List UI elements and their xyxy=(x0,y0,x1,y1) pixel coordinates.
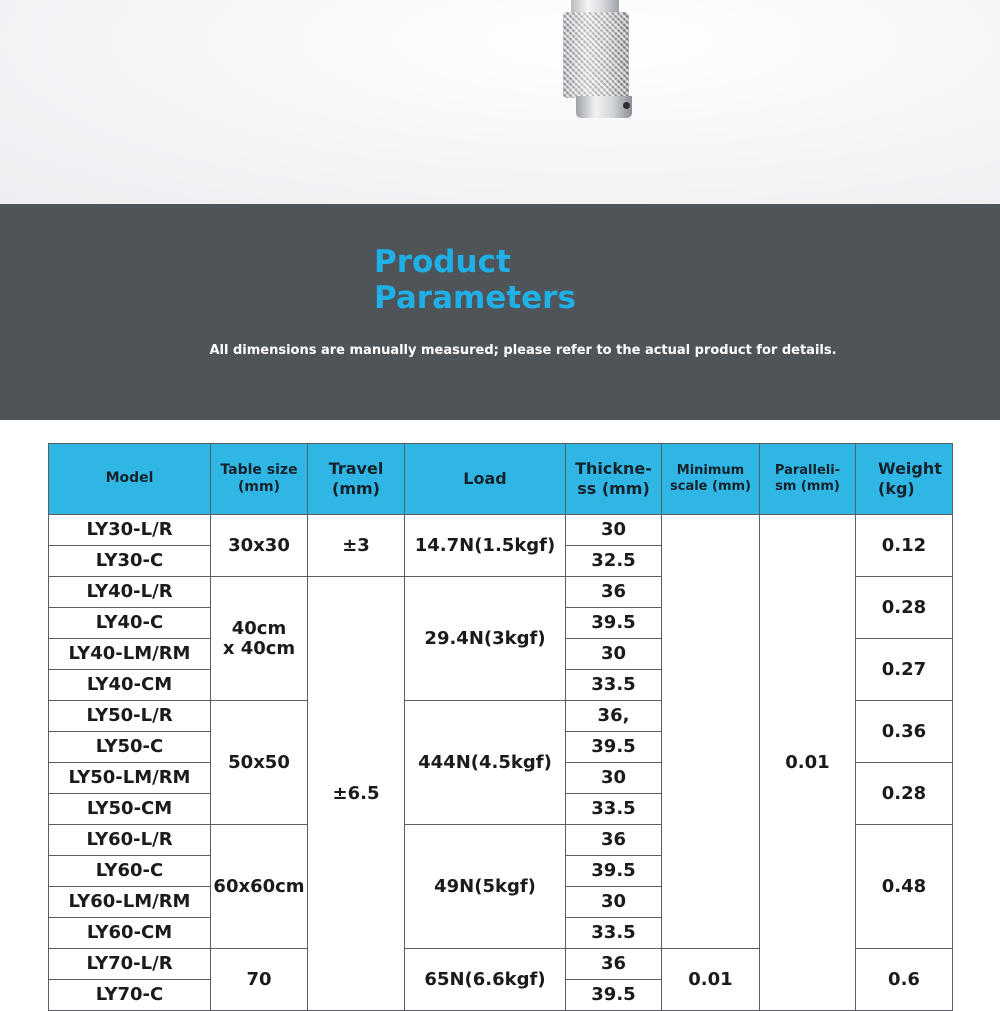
load-cell: 444N(4.5kgf) xyxy=(405,701,566,825)
model-cell: LY50-LM/RM xyxy=(49,763,211,794)
load-cell: 65N(6.6kgf) xyxy=(405,949,566,1011)
model-cell: LY30-L/R xyxy=(49,515,211,546)
thickness-cell: 30 xyxy=(566,515,662,546)
model-cell: LY40-CM xyxy=(49,670,211,701)
table-row xyxy=(49,515,953,546)
measurement-note: All dimensions are manually measured; please refer to the actual product for details. xyxy=(209,343,837,358)
table-size-cell: 30x30 xyxy=(211,515,308,577)
model-cell: LY60-L/R xyxy=(49,825,211,856)
model-cell: LY70-C xyxy=(49,980,211,1011)
set-screw-hole xyxy=(623,102,630,109)
parameters-header xyxy=(0,204,1000,420)
thickness-cell: 36, xyxy=(566,701,662,732)
col-header-model: Model xyxy=(49,444,211,515)
model-cell: LY40-L/R xyxy=(49,577,211,608)
thickness-cell: 33.5 xyxy=(566,670,662,701)
load-cell: 29.4N(3kgf) xyxy=(405,577,566,701)
thickness-cell: 32.5 xyxy=(566,546,662,577)
load-cell: 14.7N(1.5kgf) xyxy=(405,515,566,577)
thickness-cell: 33.5 xyxy=(566,918,662,949)
model-cell: LY60-C xyxy=(49,856,211,887)
col-header-table-size: Table size (mm) xyxy=(211,444,308,515)
title-line-2: Parameters xyxy=(374,280,576,316)
min-scale-cell: 0.01 xyxy=(662,949,760,1011)
col-header-load: Load xyxy=(405,444,566,515)
model-cell: LY60-LM/RM xyxy=(49,887,211,918)
section-title xyxy=(374,244,654,316)
model-cell: LY70-L/R xyxy=(49,949,211,980)
weight-cell: 0.6 xyxy=(856,949,953,1011)
thickness-cell: 36 xyxy=(566,825,662,856)
travel-cell: ±6.5 xyxy=(308,577,405,1011)
load-cell: 49N(5kgf) xyxy=(405,825,566,949)
thickness-cell: 36 xyxy=(566,949,662,980)
col-header-weight: Weight (kg) xyxy=(856,444,953,515)
min-scale-cell xyxy=(662,515,760,949)
knurled-knob xyxy=(563,12,629,98)
thickness-cell: 39.5 xyxy=(566,732,662,763)
model-cell: LY40-LM/RM xyxy=(49,639,211,670)
model-cell: LY50-L/R xyxy=(49,701,211,732)
model-cell: LY50-CM xyxy=(49,794,211,825)
thickness-cell: 30 xyxy=(566,639,662,670)
weight-cell: 0.28 xyxy=(856,763,953,825)
thickness-cell: 30 xyxy=(566,887,662,918)
parallelism-cell: 0.01 xyxy=(760,515,856,1011)
table-size-cell: 50x50 xyxy=(211,701,308,825)
thickness-cell: 30 xyxy=(566,763,662,794)
title-line-1: Product xyxy=(374,244,511,280)
thickness-cell: 36 xyxy=(566,577,662,608)
col-header-min-scale: Minimum scale (mm) xyxy=(662,444,760,515)
weight-cell: 0.27 xyxy=(856,639,953,701)
col-header-thickness: Thickne- ss (mm) xyxy=(566,444,662,515)
table-size-cell: 40cm x 40cm xyxy=(211,577,308,701)
table-size-cell: 70 xyxy=(211,949,308,1011)
model-cell: LY60-CM xyxy=(49,918,211,949)
weight-cell: 0.12 xyxy=(856,515,953,577)
model-cell: LY40-C xyxy=(49,608,211,639)
table-size-cell: 60x60cm xyxy=(211,825,308,949)
thickness-cell: 39.5 xyxy=(566,856,662,887)
travel-cell: ±3 xyxy=(308,515,405,577)
product-photo xyxy=(0,0,1000,204)
table-header-row xyxy=(49,444,953,515)
thickness-cell: 39.5 xyxy=(566,980,662,1011)
col-header-parallelism: Paralleli- sm (mm) xyxy=(760,444,856,515)
spec-table xyxy=(48,443,953,1011)
weight-cell: 0.36 xyxy=(856,701,953,763)
weight-cell: 0.28 xyxy=(856,577,953,639)
model-cell: LY30-C xyxy=(49,546,211,577)
col-header-travel: Travel (mm) xyxy=(308,444,405,515)
thickness-cell: 33.5 xyxy=(566,794,662,825)
model-cell: LY50-C xyxy=(49,732,211,763)
thickness-cell: 39.5 xyxy=(566,608,662,639)
weight-cell: 0.48 xyxy=(856,825,953,949)
